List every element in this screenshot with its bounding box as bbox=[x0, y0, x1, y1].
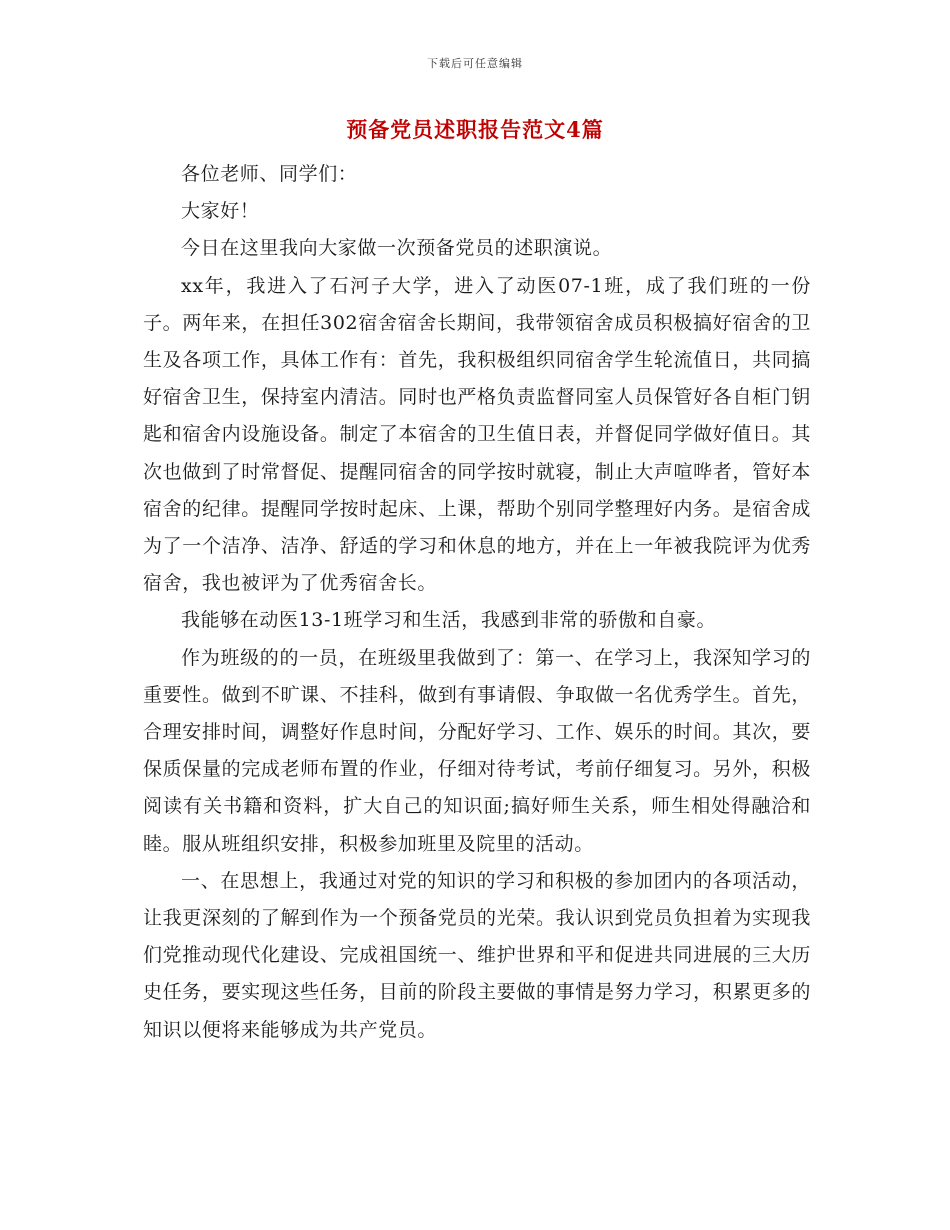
header-note: 下载后可任意编辑 bbox=[427, 57, 523, 70]
ideology-paragraph: 一、在思想上，我通过对党的知识的学习和积极的参加团内的各项活动，让我更深刻的了解到作为一个预备党员的光荣。我认识到党员负担着为实现我们党推动现代化建设、完成祖国统一、维护世界和平和促进共同进展的三大历史任务，要实现这些任务，目前的阶段主要做的事情是努力学习，积累更多的知识以便将来能够成为共产党员。 bbox=[143, 869, 811, 1041]
intro-paragraph: 今日在这里我向大家做一次预备党员的述职演说。 bbox=[181, 237, 613, 260]
document-body bbox=[143, 156, 811, 1049]
class-pride-paragraph: 我能够在动医13-1班学习和生活，我感到非常的骄傲和自豪。 bbox=[181, 609, 717, 632]
dormitory-paragraph: xx年，我进入了石河子大学，进入了动医07-1班，成了我们班的一份子。两年来，在担任302宿舍宿舍长期间，我带领宿舍成员积极搞好宿舍的卫生及各项工作，具体工作有：首先，我积极组织同宿舍学生轮流值日，共同搞好宿舍卫生，保持室内清洁。同时也严格负责监督同室人员保管好各自柜门钥匙和宿舍内设施设备。制定了本宿舍的卫生值日表，并督促同学做好值日。其次也做到了时常督促、提醒同宿舍的同学按时就寝，制止大声喧哗者，管好本宿舍的纪律。提醒同学按时起床、上课，帮助个别同学整理好内务。是宿舍成为了一个洁净、洁净、舒适的学习和休息的地方，并在上一年被我院评为优秀宿舍，我也被评为了优秀宿舍长。 bbox=[143, 274, 811, 595]
greeting-paragraph: 各位老师、同学们： bbox=[181, 163, 358, 185]
salutation-paragraph: 大家好！ bbox=[181, 200, 260, 223]
document-title: 预备党员述职报告范文4篇 bbox=[346, 117, 604, 142]
study-paragraph: 作为班级的的一员，在班级里我做到了：第一、在学习上，我深知学习的重要性。做到不旷课、不挂科，做到有事请假、争取做一名优秀学生。首先，合理安排时间，调整好作息时间，分配好学习、工作、娱乐的时间。其次，要保质保量的完成老师布置的作业，仔细对待考试，考前仔细复习。另外，积极阅读有关书籍和资料，扩大自己的知识面;搞好师生关系，师生相处得融洽和睦。服从班组织安排，积极参加班里及院里的活动。 bbox=[143, 646, 811, 855]
